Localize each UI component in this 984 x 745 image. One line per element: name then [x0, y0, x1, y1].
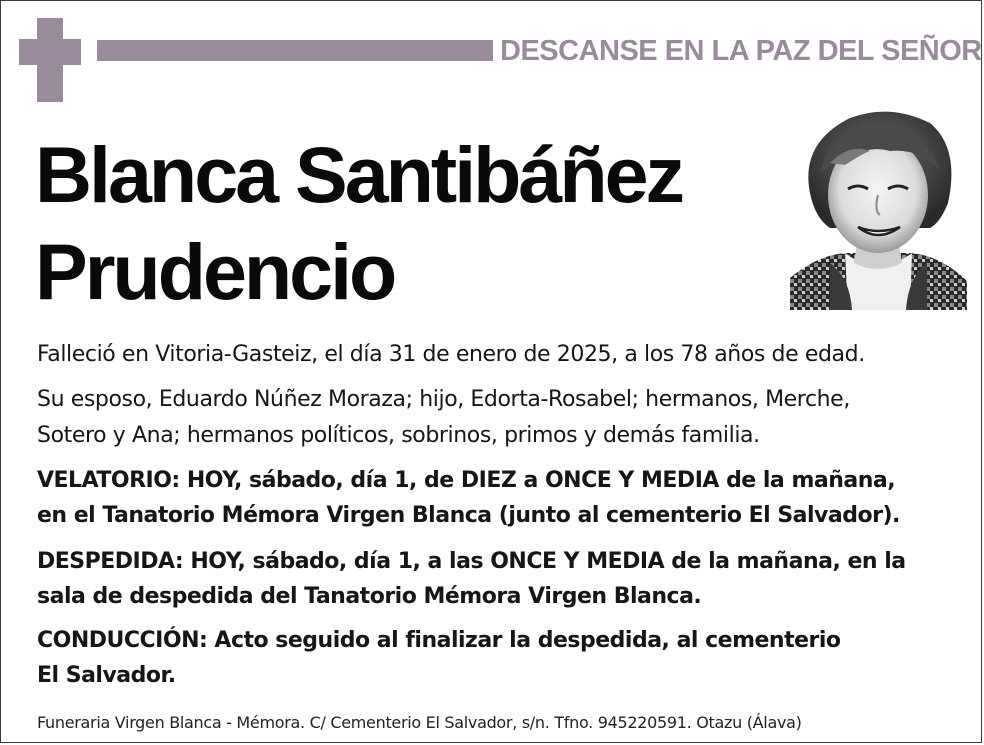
family-line-1: Su esposo, Eduardo Núñez Moraza; hijo, Edorta-Rosabel; hermanos, Merche,	[37, 387, 850, 412]
despedida-line-1: DESPEDIDA: HOY, sábado, día 1, a las ONCE Y MEDIA de la mañana, en la	[37, 549, 906, 574]
conduccion-line-2: El Salvador.	[37, 663, 176, 688]
funeral-home-footer: Funeraria Virgen Blanca - Mémora. C/ Cementerio El Salvador, s/n. Tfno. 945220591. Otazu (Álava)	[37, 713, 802, 732]
family-line-2: Sotero y Ana; hermanos políticos, sobrinos, primos y demás familia.	[37, 423, 760, 448]
despedida-line-2: sala de despedida del Tanatorio Mémora Virgen Blanca.	[37, 584, 702, 609]
velatorio-line-1: VELATORIO: HOY, sábado, día 1, de DIEZ a ONCE Y MEDIA de la mañana,	[37, 468, 896, 493]
conduccion-line-1: CONDUCCIÓN: Acto seguido al finalizar la despedida, al cementerio	[37, 628, 841, 653]
velatorio-line-2: en el Tanatorio Mémora Virgen Blanca (junto al cementerio El Salvador).	[37, 503, 900, 528]
death-notice: Falleció en Vitoria-Gasteiz, el día 31 de enero de 2025, a los 78 años de edad.	[37, 342, 865, 367]
deceased-name-second: Prudencio	[35, 227, 395, 316]
deceased-name-first: Blanca Santibáñez	[35, 130, 683, 219]
portrait-photo	[790, 103, 967, 310]
header-bar	[97, 40, 493, 61]
header-title: DESCANSE EN LA PAZ DEL SEÑOR	[500, 35, 982, 67]
